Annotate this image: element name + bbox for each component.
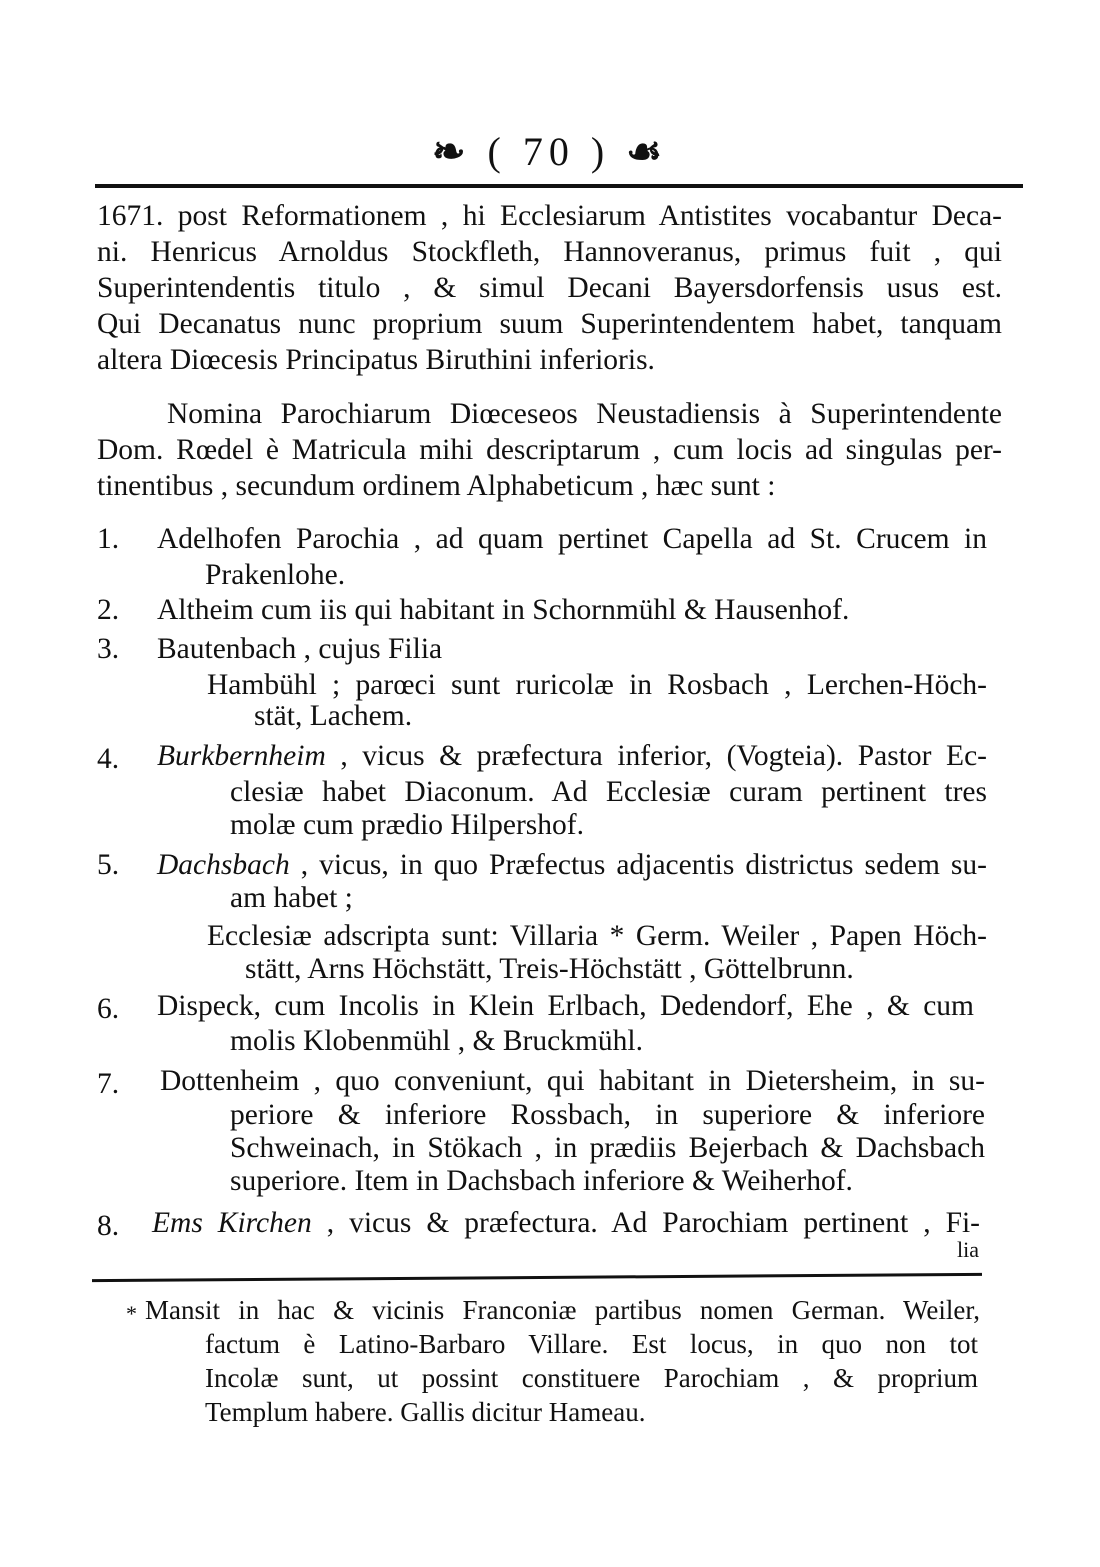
text-line: Dispeck, cum Incolis in Klein Erlbach, Dedendorf, Ehe , & cum [157,990,974,1022]
text-line: Schweinach, in Stökach , in prædiis Bejerbach & Dachsbach [230,1132,985,1164]
text-line: Burkbernheim , vicus & præfectura inferior, (Vogteia). Pastor Ec- [157,740,987,772]
header-rule [95,184,1023,188]
text-line: tinentibus , secundum ordinem Alphabeticum , hæc sunt : [97,470,776,502]
text-line: altera Diœcesis Principatus Biruthini inferioris. [97,344,655,376]
text-line: Dachsbach , vicus, in quo Præfectus adjacentis districtus sedem su- [157,849,987,881]
text-line: Ems Kirchen , vicus & præfectura. Ad Parochiam pertinent , Fi- [152,1207,980,1239]
text-line: Ecclesiæ adscripta sunt: Villaria * Germ. Weiler , Papen Höch- [207,920,987,952]
text-line: factum è Latino-Barbaro Villare. Est locus, in quo non tot [205,1329,978,1359]
text-line: stät, Lachem. [254,700,413,732]
text-line: ni. Henricus Arnoldus Stockfleth, Hannoveranus, primus fuit , qui [97,236,1002,268]
parish-name: Dachsbach [157,849,290,881]
entry-number: 4. [97,743,120,775]
catchword: lia [957,1237,979,1262]
entry-number: 5. [97,849,120,881]
entry-number: 7. [97,1068,120,1100]
page-number: ( 70 ) [487,129,611,174]
footnote-rule [92,1273,982,1282]
text-line: Prakenlohe. [205,559,346,591]
text-line: Dottenheim , quo conveniunt, qui habitant in Dietersheim, in su- [160,1065,985,1097]
entry-number: 6. [97,993,120,1025]
text-line: molæ cum prædio Hilpershof. [230,809,584,841]
text-line: Bautenbach , cujus Filia [157,633,443,665]
footnote-marker: * [126,1301,137,1326]
text-line: molis Klobenmühl , & Bruckmühl. [230,1025,643,1057]
fleuron-left-icon: ❧ [431,129,472,174]
entry-number: 3. [97,633,120,665]
text-line: Nomina Parochiarum Diœceseos Neustadiensis à Superintendente [167,398,1002,430]
fleuron-right-icon: ☙ [626,129,668,174]
text-line: 1671. post Reformationem , hi Ecclesiarum Antistites vocabantur Deca- [97,200,1002,232]
text-line: Hambühl ; parœci sunt ruricolæ in Rosbach , Lerchen-Höch- [207,669,987,701]
text-line: Qui Decanatus nunc proprium suum Superintendentem habet, tanquam [97,308,1002,340]
text-line: Templum habere. Gallis dicitur Hameau. [205,1397,646,1427]
text-line: Superintendentis titulo , & simul Decani Bayersdorfensis usus est. [97,272,1002,304]
text-line: periore & inferiore Rossbach, in superiore & inferiore [230,1099,985,1131]
entry-number: 8. [97,1210,120,1242]
text-line: Incolæ sunt, ut possint constituere Parochiam , & proprium [205,1363,978,1393]
text-line: stätt, Arns Höchstätt, Treis-Höchstätt , Göttelbrunn. [245,953,854,985]
text-line: superiore. Item in Dachsbach inferiore & Weiherhof. [230,1165,853,1197]
text-line: Altheim cum iis qui habitant in Schornmühl & Hausenhof. [157,594,850,626]
parish-name: Burkbernheim [157,740,326,772]
text-line: am habet ; [230,882,353,914]
text-line: Dom. Rœdel è Matricula mihi descriptarum , cum locis ad singulas per- [97,434,1002,466]
page-header [0,128,1100,175]
text-line: Mansit in hac & vicinis Franconiæ partibus nomen German. Weiler, [145,1295,980,1325]
entry-number: 2. [97,594,120,626]
text-line: clesiæ habet Diaconum. Ad Ecclesiæ curam pertinent tres [230,776,987,808]
text-line: Adelhofen Parochia , ad quam pertinet Capella ad St. Crucem in [157,523,987,555]
entry-number: 1. [97,523,120,555]
parish-name: Ems Kirchen [152,1207,312,1239]
